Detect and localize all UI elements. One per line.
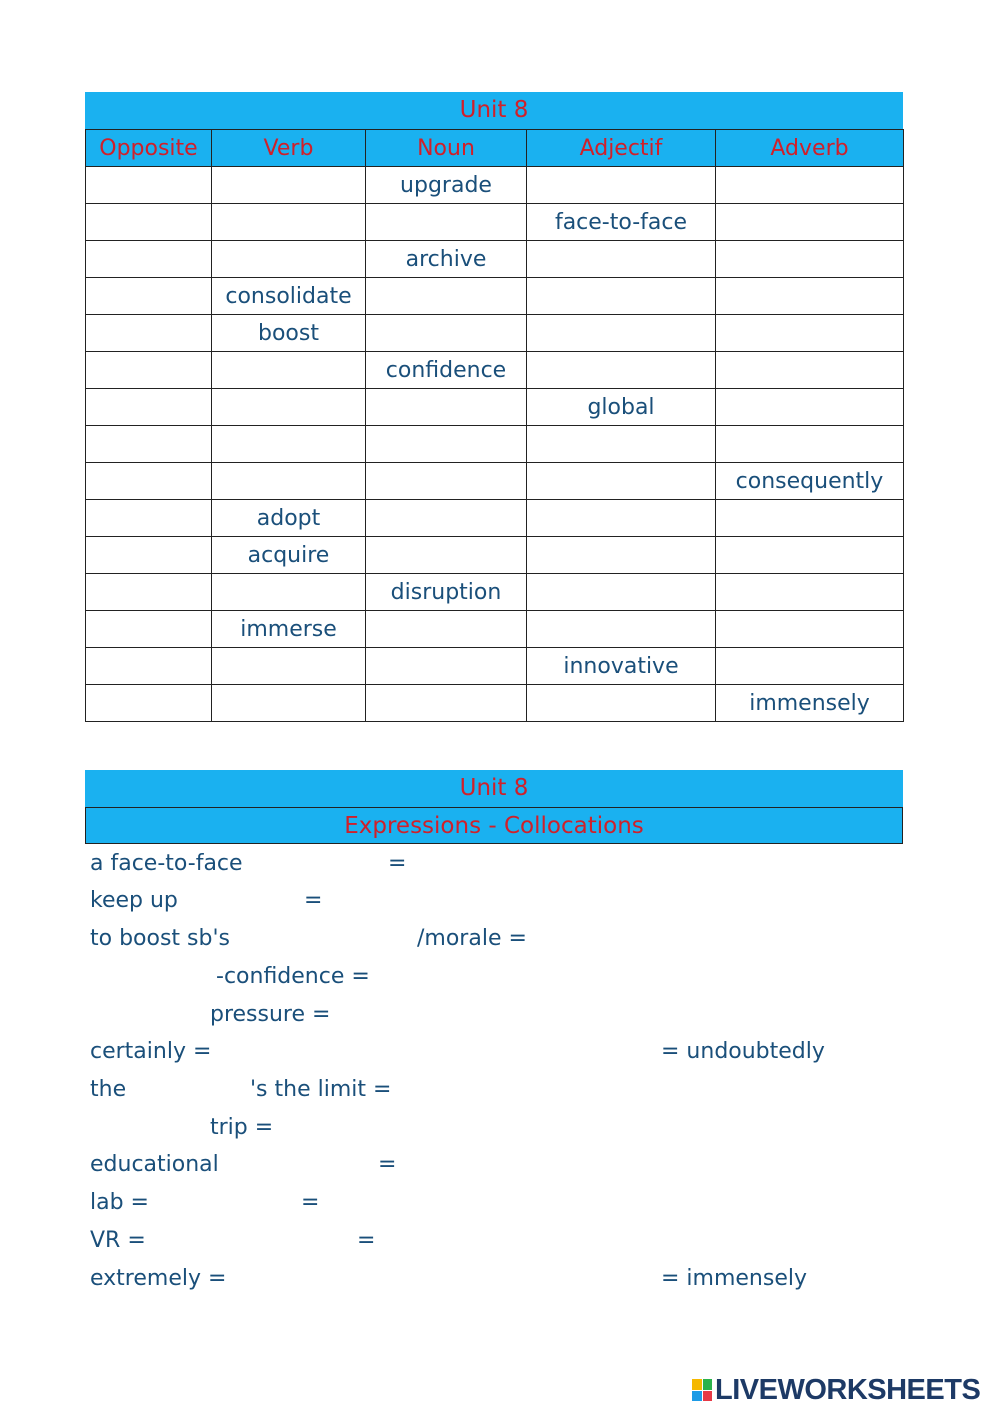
table-cell	[366, 426, 527, 463]
table-cell	[212, 426, 366, 463]
table-row	[86, 241, 904, 278]
table-cell: boost	[212, 315, 366, 352]
table-cell	[527, 537, 716, 574]
table-cell: confidence	[366, 352, 527, 389]
table-cell	[527, 574, 716, 611]
table-cell: upgrade	[366, 167, 527, 204]
table-cell	[527, 463, 716, 500]
logo-text: LIVEWORKSHEETS	[715, 1373, 981, 1406]
table-cell	[527, 685, 716, 722]
expression-line: =	[378, 1152, 397, 1177]
table-cell	[212, 389, 366, 426]
table-row	[86, 463, 904, 500]
table-cell	[527, 426, 716, 463]
table-cell	[716, 315, 904, 352]
table-cell: archive	[366, 241, 527, 278]
table-row	[86, 685, 904, 722]
table-cell	[527, 241, 716, 278]
table-row	[86, 426, 904, 463]
expression-line: lab =	[90, 1190, 149, 1215]
table-cell	[366, 204, 527, 241]
word-grid	[85, 129, 904, 722]
expressions-section	[85, 770, 903, 844]
table-row	[86, 648, 904, 685]
expression-line: pressure =	[210, 1002, 331, 1027]
table-cell: innovative	[527, 648, 716, 685]
expression-line: a face-to-face	[90, 851, 243, 876]
table-cell	[212, 648, 366, 685]
table-cell	[86, 352, 212, 389]
table-cell	[86, 500, 212, 537]
table-cell	[716, 574, 904, 611]
table-cell	[366, 389, 527, 426]
table-cell	[86, 241, 212, 278]
table-cell	[212, 241, 366, 278]
table-cell	[716, 648, 904, 685]
table2-subtitle: Expressions - Collocations	[85, 807, 903, 844]
table-cell	[716, 426, 904, 463]
table-cell	[366, 463, 527, 500]
liveworksheets-logo	[692, 1374, 980, 1406]
column-header: Verb	[212, 130, 366, 167]
expression-line: /morale =	[417, 926, 527, 951]
table-cell: acquire	[212, 537, 366, 574]
table-cell	[212, 463, 366, 500]
table-cell	[86, 389, 212, 426]
table-cell	[86, 278, 212, 315]
table-cell	[86, 685, 212, 722]
column-header: Opposite	[86, 130, 212, 167]
table-cell: immensely	[716, 685, 904, 722]
table-cell	[86, 204, 212, 241]
table-cell	[716, 204, 904, 241]
table-cell	[212, 574, 366, 611]
expression-line: -confidence =	[216, 964, 370, 989]
table-cell: consolidate	[212, 278, 366, 315]
expression-line: =	[301, 1190, 320, 1215]
table-cell	[86, 463, 212, 500]
table-cell	[366, 315, 527, 352]
expression-line: VR =	[90, 1228, 146, 1253]
expression-line: = immensely	[661, 1266, 808, 1291]
table-row	[86, 389, 904, 426]
word-formation-table	[85, 92, 903, 722]
table-cell	[86, 315, 212, 352]
table-cell	[527, 167, 716, 204]
table-cell	[716, 241, 904, 278]
table-cell	[86, 648, 212, 685]
expression-line: educational	[90, 1152, 219, 1177]
table-cell	[716, 500, 904, 537]
expression-line: trip =	[210, 1115, 274, 1140]
table-cell	[86, 167, 212, 204]
expression-line: extremely =	[90, 1266, 227, 1291]
table-cell	[366, 537, 527, 574]
table-cell	[716, 278, 904, 315]
table-cell	[716, 389, 904, 426]
expression-line: certainly =	[90, 1039, 212, 1064]
expression-line: =	[388, 851, 407, 876]
table-row	[86, 500, 904, 537]
table-cell	[366, 648, 527, 685]
table-cell: adopt	[212, 500, 366, 537]
expression-line: = undoubtedly	[661, 1039, 825, 1064]
table-row	[86, 611, 904, 648]
table-cell	[212, 204, 366, 241]
expression-line: the	[90, 1077, 127, 1102]
table-cell	[212, 352, 366, 389]
table-cell	[716, 167, 904, 204]
table-cell	[527, 278, 716, 315]
column-header: Adjectif	[527, 130, 716, 167]
table-cell	[527, 315, 716, 352]
column-header: Adverb	[716, 130, 904, 167]
table-cell	[86, 537, 212, 574]
table-cell	[366, 500, 527, 537]
table-cell	[366, 278, 527, 315]
table-row	[86, 204, 904, 241]
grid-header-row	[86, 130, 904, 167]
table-cell	[527, 611, 716, 648]
table-row	[86, 574, 904, 611]
table-cell	[527, 352, 716, 389]
table-cell: consequently	[716, 463, 904, 500]
expression-line: keep up	[90, 888, 178, 913]
table-cell	[527, 500, 716, 537]
table-cell	[716, 611, 904, 648]
table2-title: Unit 8	[85, 770, 903, 807]
table-cell	[212, 685, 366, 722]
logo-blocks-icon	[692, 1379, 712, 1401]
table-cell	[716, 537, 904, 574]
table-cell	[366, 685, 527, 722]
table-cell	[716, 352, 904, 389]
table-cell: global	[527, 389, 716, 426]
expression-line: =	[357, 1228, 376, 1253]
table-cell	[86, 426, 212, 463]
table-cell	[212, 167, 366, 204]
table-cell: face-to-face	[527, 204, 716, 241]
table-row	[86, 352, 904, 389]
table-cell: immerse	[212, 611, 366, 648]
expression-line: =	[304, 888, 323, 913]
table-row	[86, 278, 904, 315]
table1-title: Unit 8	[85, 92, 903, 129]
table-row	[86, 537, 904, 574]
table-cell: disruption	[366, 574, 527, 611]
table-row	[86, 315, 904, 352]
table-row	[86, 167, 904, 204]
expression-line: to boost sb's	[90, 926, 230, 951]
column-header: Noun	[366, 130, 527, 167]
table-cell	[86, 611, 212, 648]
expression-line: 's the limit =	[250, 1077, 392, 1102]
table-cell	[86, 574, 212, 611]
table-cell	[366, 611, 527, 648]
